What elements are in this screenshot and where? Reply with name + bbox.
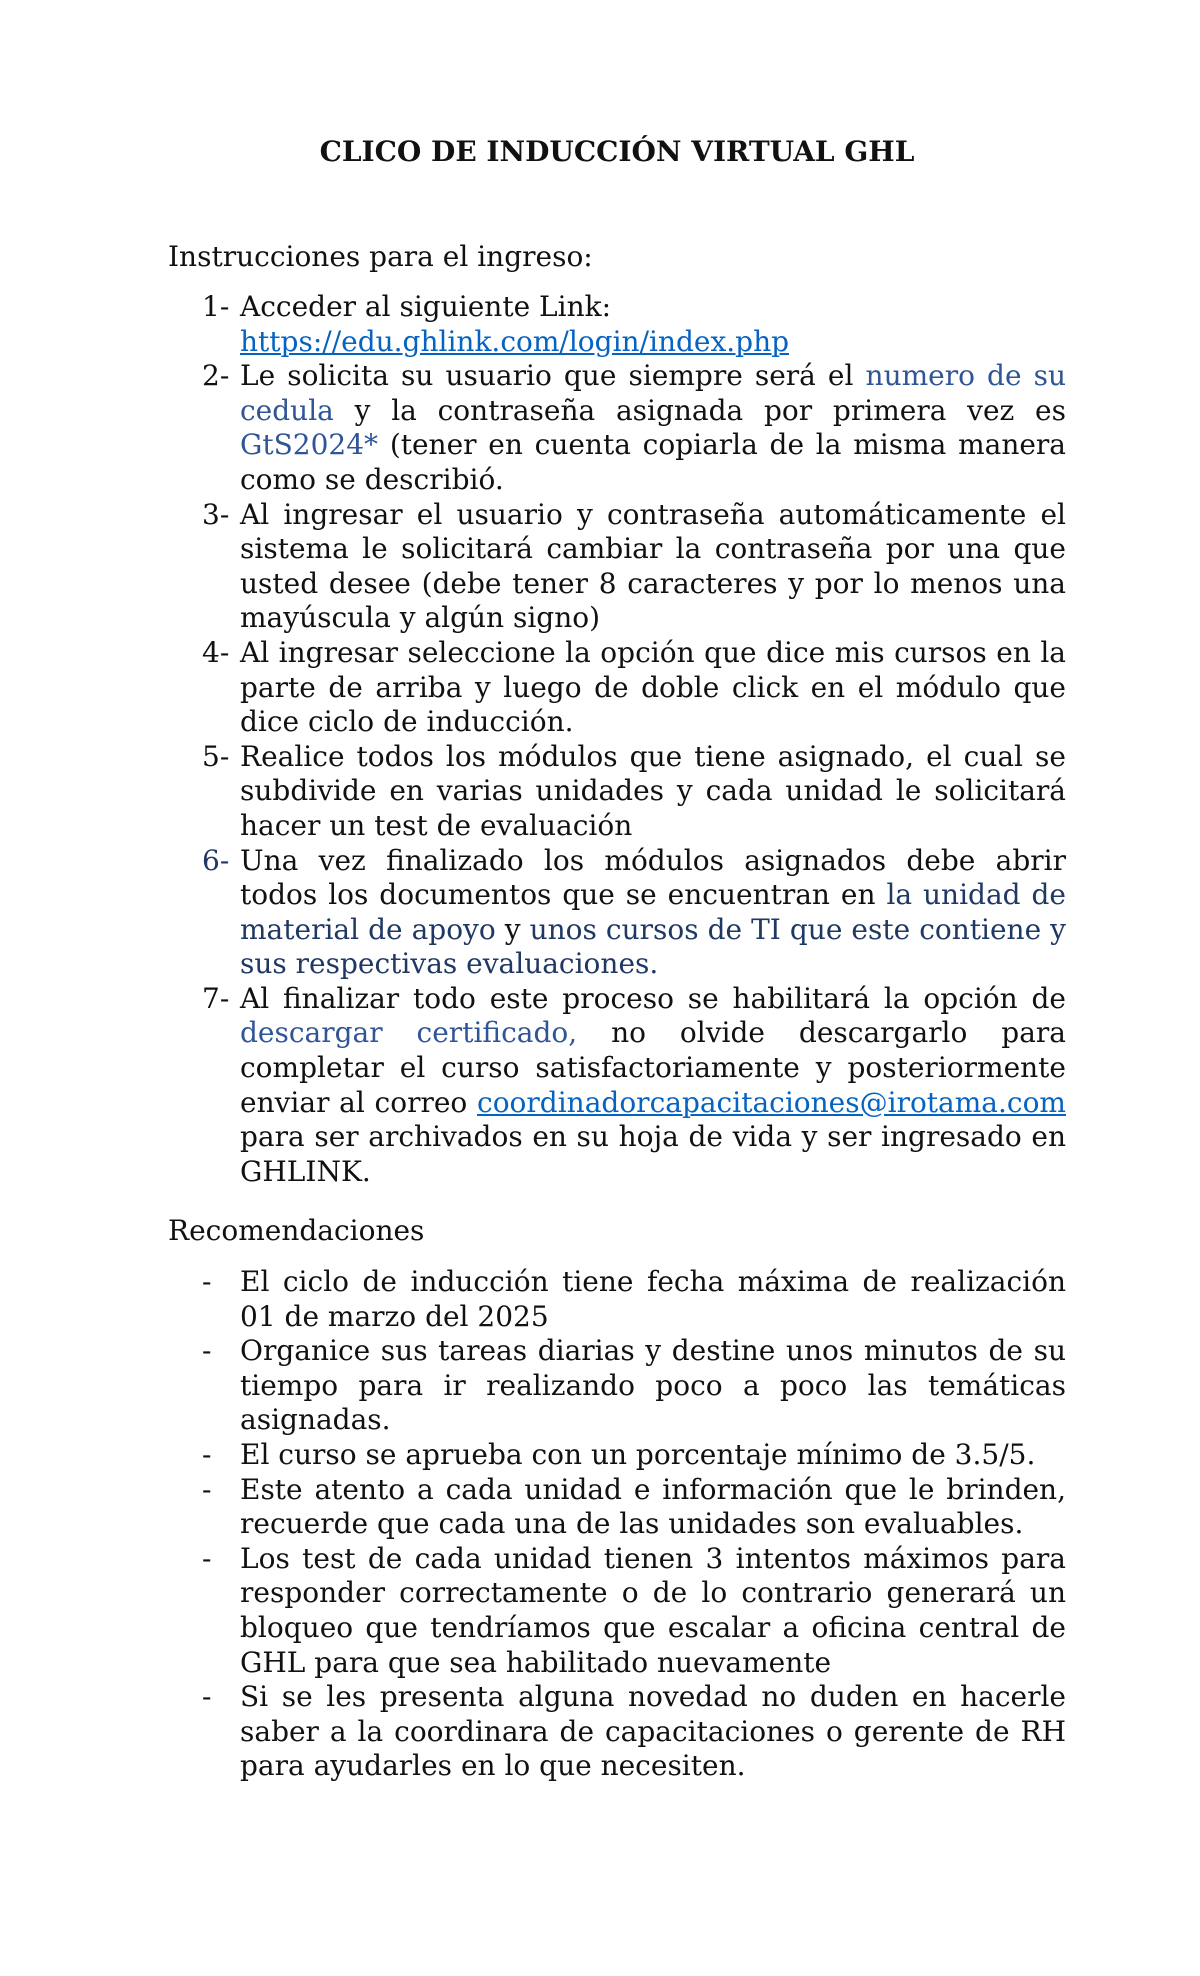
recommendation-item — [168, 1473, 1066, 1542]
step-marker: 2- — [202, 359, 230, 393]
recommendation-item — [168, 1542, 1066, 1680]
bullet-dash: - — [202, 1437, 212, 1471]
recommendation-item — [168, 1438, 1066, 1473]
recommendation-text: El ciclo de inducción tiene fecha máxima de realización 01 de marzo del 2025 — [240, 1265, 1066, 1333]
step-marker: 6- — [202, 843, 230, 877]
step-text: Al finalizar todo este proceso se habilitará la opción de — [240, 981, 1066, 1015]
recommendations-heading: Recomendaciones — [168, 1214, 425, 1247]
step-text: y — [495, 912, 530, 946]
bullet-dash: - — [202, 1334, 212, 1368]
instruction-step-2 — [168, 359, 1066, 497]
coordinator-email-link[interactable]: coordinadorcapacitaciones@irotama.com — [477, 1085, 1066, 1119]
ti-courses: unos cursos de TI que este contiene y sus respectivas evaluaciones. — [240, 912, 1066, 981]
step-text: Le solicita su usuario que siempre será el — [240, 359, 866, 393]
step-text: Una vez finalizado los módulos asignados debe abrir todos los documentos que se encuentran en — [240, 843, 1066, 912]
instruction-step-5 — [168, 740, 1066, 844]
step-text: Al ingresar seleccione la opción que dice mis cursos en la parte de arriba y luego de doble click en el módulo que dice ciclo de inducción. — [240, 635, 1066, 739]
recommendation-text: Los test de cada unidad tienen 3 intentos máximos para responder correctamente o de lo contrario generará un bloqueo que tendríamos que escalar a oficina central de GHL para que sea habilitado nuevamente — [240, 1541, 1066, 1679]
instruction-step-4 — [168, 636, 1066, 740]
step-text: Realice todos los módulos que tiene asignado, el cual se subdivide en varias unidades y cada unidad le solicitará hacer un test de evaluación — [240, 739, 1066, 842]
bullet-dash: - — [202, 1680, 212, 1714]
recommendation-item — [168, 1334, 1066, 1438]
step-marker: 1- — [202, 290, 230, 323]
recommendation-item — [168, 1265, 1066, 1334]
instructions-heading: Instrucciones para el ingreso: — [168, 240, 593, 273]
step-text: para ser archivados en su hoja de vida y ser ingresado en GHLINK. — [240, 1120, 1066, 1188]
bullet-dash: - — [202, 1541, 212, 1575]
recommendation-text: Este atento a cada unidad e información que le brinden, recuerde que cada una de las unidades son evaluables. — [240, 1472, 1066, 1541]
step-marker: 5- — [202, 739, 230, 773]
instruction-step-7 — [168, 982, 1066, 1190]
step-text: (tener en cuenta copiarla de la misma manera como se describió. — [240, 428, 1066, 496]
bullet-dash: - — [202, 1265, 212, 1298]
download-certificate: descargar certificado, — [240, 1016, 578, 1050]
support-material-unit: la unidad de material de apoyo — [240, 878, 1066, 946]
login-link[interactable]: https://edu.ghlink.com/login/index.php — [240, 324, 790, 358]
step-text: no olvide descargarlo para completar el curso satisfactoriamente y posteriormente enviar al correo — [240, 1016, 1066, 1119]
step-text: Acceder al siguiente Link: — [240, 290, 612, 323]
initial-password: GtS2024* — [240, 428, 379, 462]
username-hint: numero de su cedula — [240, 359, 1066, 427]
instructions-list — [168, 290, 1066, 1189]
step-text: Al ingresar el usuario y contraseña automáticamente el sistema le solicitará cambiar la contraseña por una que usted desee (debe tener 8 caracteres y por lo menos una mayúscula y algún signo) — [240, 497, 1066, 635]
instruction-step-3 — [168, 498, 1066, 636]
step-marker: 7- — [202, 981, 230, 1015]
recommendation-item — [168, 1680, 1066, 1784]
bullet-dash: - — [202, 1472, 212, 1506]
recommendations-list — [168, 1265, 1066, 1784]
step-marker: 4- — [202, 635, 230, 669]
step-marker: 3- — [202, 497, 230, 531]
instruction-step-6 — [168, 844, 1066, 982]
instruction-step-1 — [168, 290, 1066, 359]
recommendation-text: Organice sus tareas diarias y destine unos minutos de su tiempo para ir realizando poco a poco las temáticas asignadas. — [240, 1334, 1066, 1437]
step-text: y la contraseña asignada por primera vez es — [333, 393, 1066, 427]
document-title: CLICO DE INDUCCIÓN VIRTUAL GHL — [319, 135, 915, 168]
recommendation-text: Si se les presenta alguna novedad no duden en hacerle saber a la coordinara de capacitaciones o gerente de RH para ayudarles en lo que necesiten. — [240, 1680, 1066, 1783]
recommendation-text: El curso se aprueba con un porcentaje mínimo de 3.5/5. — [240, 1437, 1036, 1471]
